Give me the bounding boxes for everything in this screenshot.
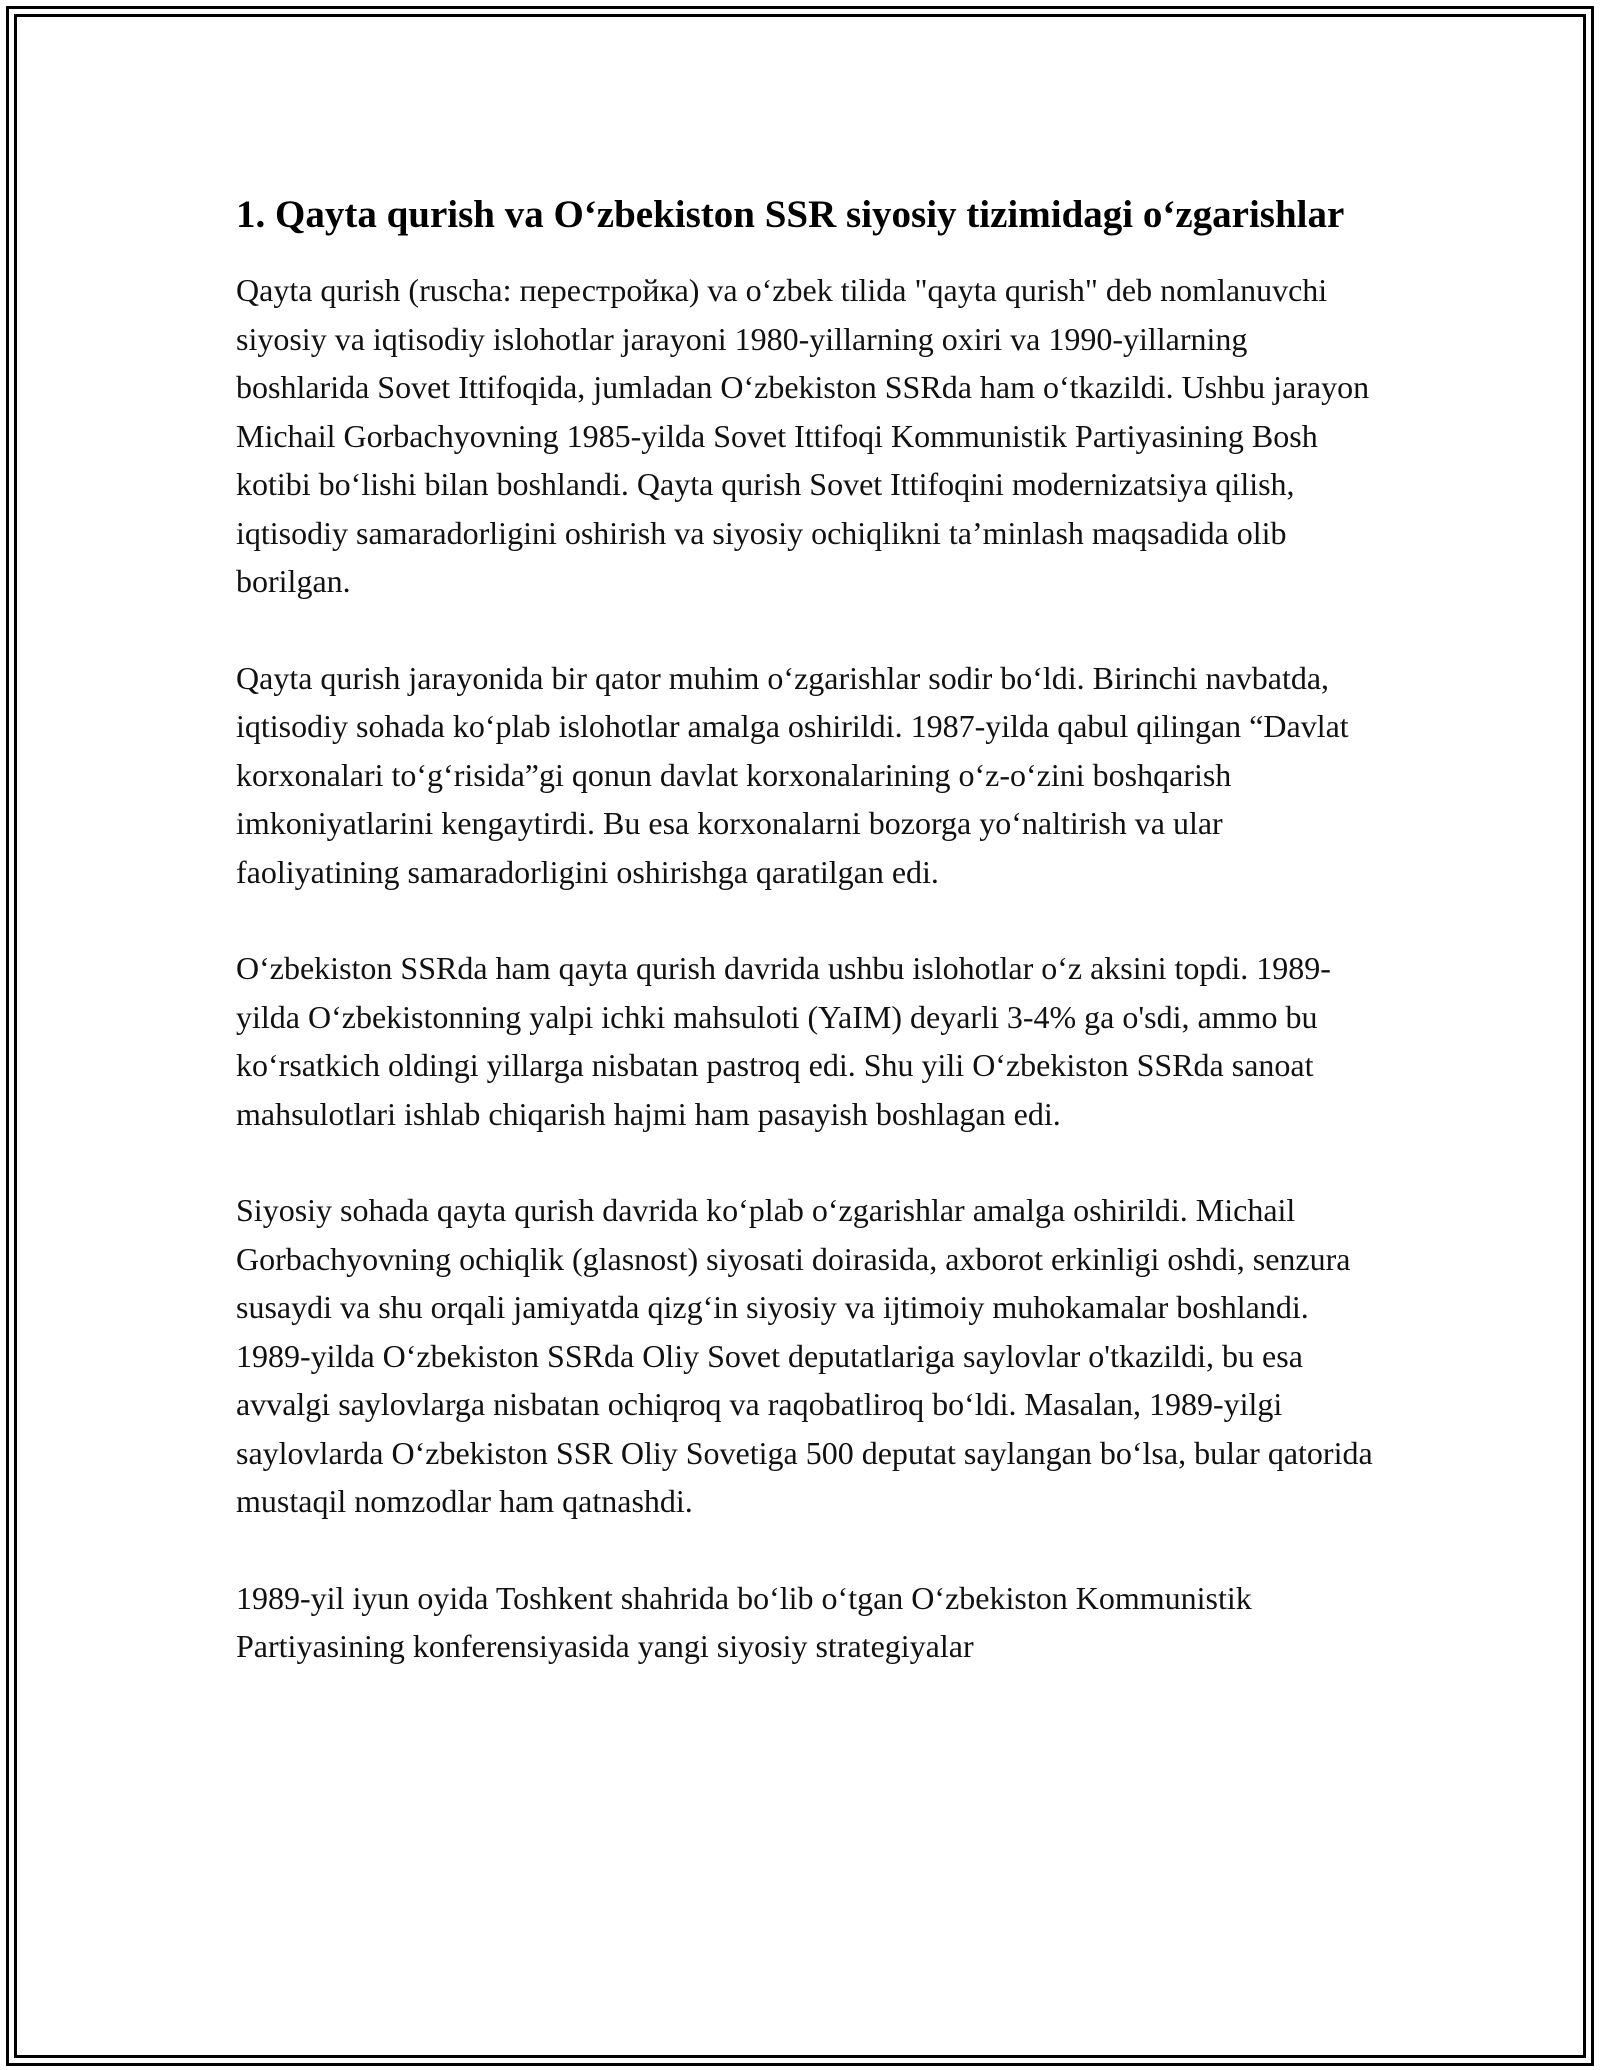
paragraph-1: Qayta qurish (ruscha: перестройка) va o‘zbek tilida "qayta qurish" deb nomlanuvchi siyosiy va iqtisodiy islohotlar jarayoni 1980-yillarning oxiri va 1990-yillarning boshlarida Sovet Ittifoqida, jumladan O‘zbekiston SSRda ham o‘tkazildi. Ushbu jarayon Michail Gorbachyovning 1985-yilda Sovet Ittifoqi Kommunistik Partiyasining Bosh kotibi bo‘lishi bilan boshlandi. Qayta qurish Sovet Ittifoqini modernizatsiya qilish, iqtisodiy samaradorligini oshirish va siyosiy ochiqlikni ta’minlash maqsadida olib borilgan. [236, 272, 1370, 599]
paragraph-2: Qayta qurish jarayonida bir qator muhim o‘zgarishlar sodir bo‘ldi. Birinchi navbatda, iqtisodiy sohada ko‘plab islohotlar amalga oshirildi. 1987-yilda qabul qilingan “Davlat korxonalari to‘g‘risida”gi qonun davlat korxonalarining o‘z-o‘zini boshqarish imkoniyatlarini kengaytirdi. Bu esa korxonalarni bozorga yo‘naltirish va ular faoliyatining samaradorligini oshirishga qaratilgan edi. [236, 659, 1349, 890]
document-body [236, 188, 1376, 1719]
paragraph-5: 1989-yil iyun oyida Toshkent shahrida bo‘lib o‘tgan O‘zbekiston Kommunistik Partiyasining konferensiyasida yangi siyosiy strategiyalar [236, 1579, 1252, 1664]
paragraph-4: Siyosiy sohada qayta qurish davrida ko‘plab o‘zgarishlar amalga oshirildi. Michail Gorbachyovning ochiqlik (glasnost) siyosati doirasida, axborot erkinligi oshdi, senzura susaydi va shu orqali jamiyatda qizg‘in siyosiy va ijtimoiy muhokamalar boshlandi. 1989-yilda O‘zbekiston SSRda Oliy Sovet deputatlariga saylovlar o'tkazildi, bu esa avvalgi saylovlarga nisbatan ochiqroq va raqobatliroq bo‘ldi. Masalan, 1989-yilgi saylovlarda O‘zbekiston SSR Oliy Sovetiga 500 deputat saylangan bo‘lsa, bular qatorida mustaqil nomzodlar ham qatnashdi. [236, 1192, 1373, 1519]
section-heading: 1. Qayta qurish va O‘zbekiston SSR siyosiy tizimidagi o‘zgarishlar [236, 193, 1345, 236]
paragraph-3: O‘zbekiston SSRda ham qayta qurish davrida ushbu islohotlar o‘z aksini topdi. 1989-yilda O‘zbekistonning yalpi ichki mahsuloti (YaIM) deyarli 3-4% ga o'sdi, ammo bu ko‘rsatkich oldingi yillarga nisbatan pastroq edi. Shu yili O‘zbekiston SSRda sanoat mahsulotlari ishlab chiqarish hajmi ham pasayish boshlagan edi. [236, 950, 1331, 1132]
